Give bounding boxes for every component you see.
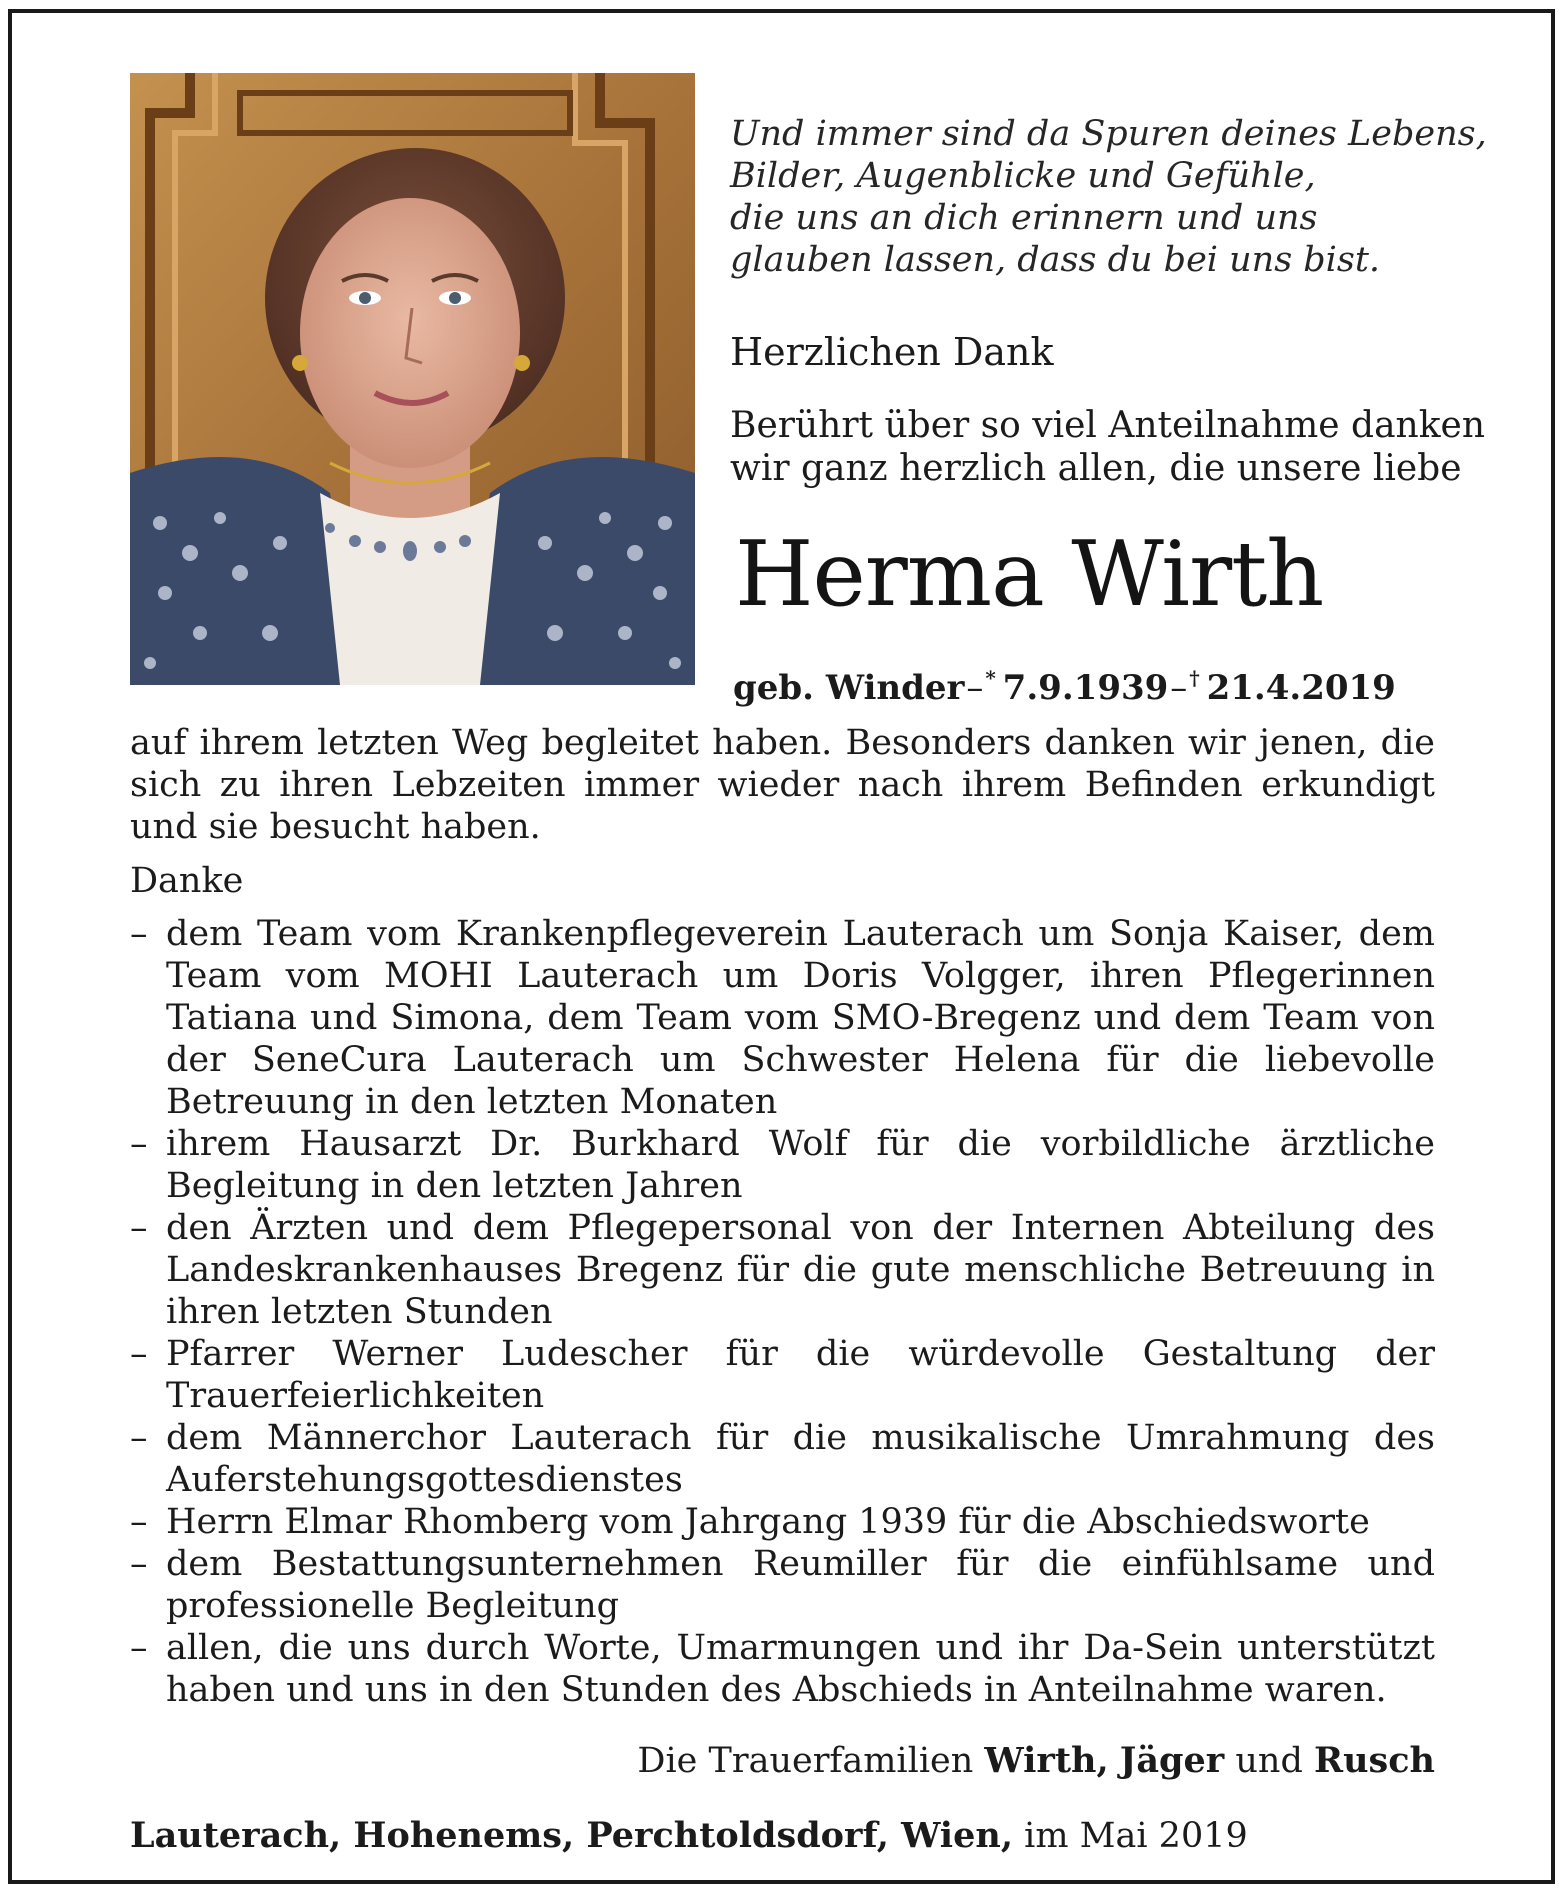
list-dash: – bbox=[130, 1544, 148, 1584]
death-date: 21.4.2019 bbox=[1206, 668, 1396, 708]
list-item-text: Herrn Elmar Rhomberg vom Jahrgang 1939 für die Abschiedsworte bbox=[166, 1502, 1370, 1542]
death-symbol: † bbox=[1189, 666, 1200, 690]
signoff-connector: und bbox=[1235, 1741, 1303, 1781]
poem-line: glauben lassen, dass du bei uns bist. bbox=[730, 240, 1381, 280]
dash-separator: – bbox=[1170, 668, 1188, 708]
portrait-photo bbox=[130, 73, 695, 685]
list-dash: – bbox=[130, 914, 148, 954]
body-paragraph: auf ihrem letzten Weg begleitet haben. Besonders danken wir jenen, die sich zu ihren Lebzeiten immer wieder nach ihrem Befinden erkundigt und sie besucht haben. bbox=[130, 723, 1435, 847]
list-item-text: dem Männerchor Lauterach für die musikalische Umrahmung des Auferstehungsgottesdienstes bbox=[166, 1418, 1435, 1500]
list-item-text: dem Team vom Krankenpflegeverein Lauterach um Sonja Kaiser, dem Team vom MOHI Lauterach um Doris Volgger, ihren Pflegerinnen Tatiana und Simona, dem Team vom SMO-Bregenz und dem Team von der SeneCura Lauterach um Schwester Helena für die liebevolle Betreuung in den letzten Monaten bbox=[166, 914, 1435, 1122]
poem-line: die uns an dich erinnern und uns bbox=[730, 198, 1318, 238]
family-signoff bbox=[637, 1740, 1435, 1782]
list-dash: – bbox=[130, 1502, 148, 1542]
list-item-text: den Ärzten und dem Pflegepersonal von der Internen Abteilung des Landeskrankenhauses Bregenz für die gute menschliche Betreuung in ihren letzten Stunden bbox=[166, 1208, 1435, 1332]
intro-line: wir ganz herzlich allen, die unsere liebe bbox=[730, 448, 1462, 489]
birth-symbol: * bbox=[985, 666, 996, 690]
family-name: Wirth, bbox=[984, 1740, 1109, 1781]
danke-label: Danke bbox=[130, 861, 244, 901]
maiden-name: geb. Winder bbox=[733, 668, 965, 708]
list-dash: – bbox=[130, 1124, 148, 1164]
thanks-list bbox=[130, 913, 1435, 1711]
list-dash: – bbox=[130, 1628, 148, 1668]
family-name: Jäger bbox=[1119, 1740, 1225, 1781]
list-item-text: allen, die uns durch Worte, Umarmungen und ihr Da-Sein unterstützt haben und uns in den Stunden des Abschieds in Anteilnahme waren. bbox=[166, 1628, 1435, 1710]
signoff-prefix: Die Trauerfamilien bbox=[637, 1741, 974, 1781]
intro-text bbox=[730, 404, 1485, 490]
list-item-text: Pfarrer Werner Ludescher für die würdevolle Gestaltung der Trauerfeierlichkeiten bbox=[166, 1334, 1435, 1416]
family-name: Rusch bbox=[1314, 1740, 1435, 1781]
list-item-text: dem Bestattungsunternehmen Reumiller für die einfühlsame und professionelle Begleitung bbox=[166, 1544, 1435, 1626]
list-item bbox=[130, 1627, 1435, 1711]
list-item bbox=[130, 1333, 1435, 1417]
memorial-poem bbox=[730, 113, 1487, 281]
locations: Lauterach, Hohenems, Perchtoldsdorf, Wien, bbox=[130, 1815, 1013, 1856]
list-dash: – bbox=[130, 1418, 148, 1458]
dash-separator: – bbox=[966, 668, 984, 708]
intro-line: Berührt über so viel Anteilnahme danken bbox=[730, 405, 1486, 446]
list-item bbox=[130, 1207, 1435, 1333]
list-item bbox=[130, 1123, 1435, 1207]
birth-date: 7.9.1939 bbox=[1002, 668, 1169, 708]
list-dash: – bbox=[130, 1208, 148, 1248]
deceased-name: Herma Wirth bbox=[735, 522, 1324, 627]
publication-date: im Mai 2019 bbox=[1024, 1816, 1248, 1856]
list-item bbox=[130, 913, 1435, 1123]
place-and-date bbox=[130, 1815, 1248, 1857]
poem-line: Bilder, Augenblicke und Gefühle, bbox=[730, 156, 1316, 196]
list-item-text: ihrem Hausarzt Dr. Burkhard Wolf für die vorbildliche ärztliche Begleitung in den letzten Jahren bbox=[166, 1124, 1435, 1206]
list-item bbox=[130, 1543, 1435, 1627]
thanks-heading: Herzlichen Dank bbox=[730, 330, 1054, 374]
life-dates bbox=[733, 656, 1396, 710]
poem-line: Und immer sind da Spuren deines Lebens, bbox=[730, 114, 1487, 154]
list-item bbox=[130, 1501, 1435, 1543]
list-item bbox=[130, 1417, 1435, 1501]
list-dash: – bbox=[130, 1334, 148, 1374]
